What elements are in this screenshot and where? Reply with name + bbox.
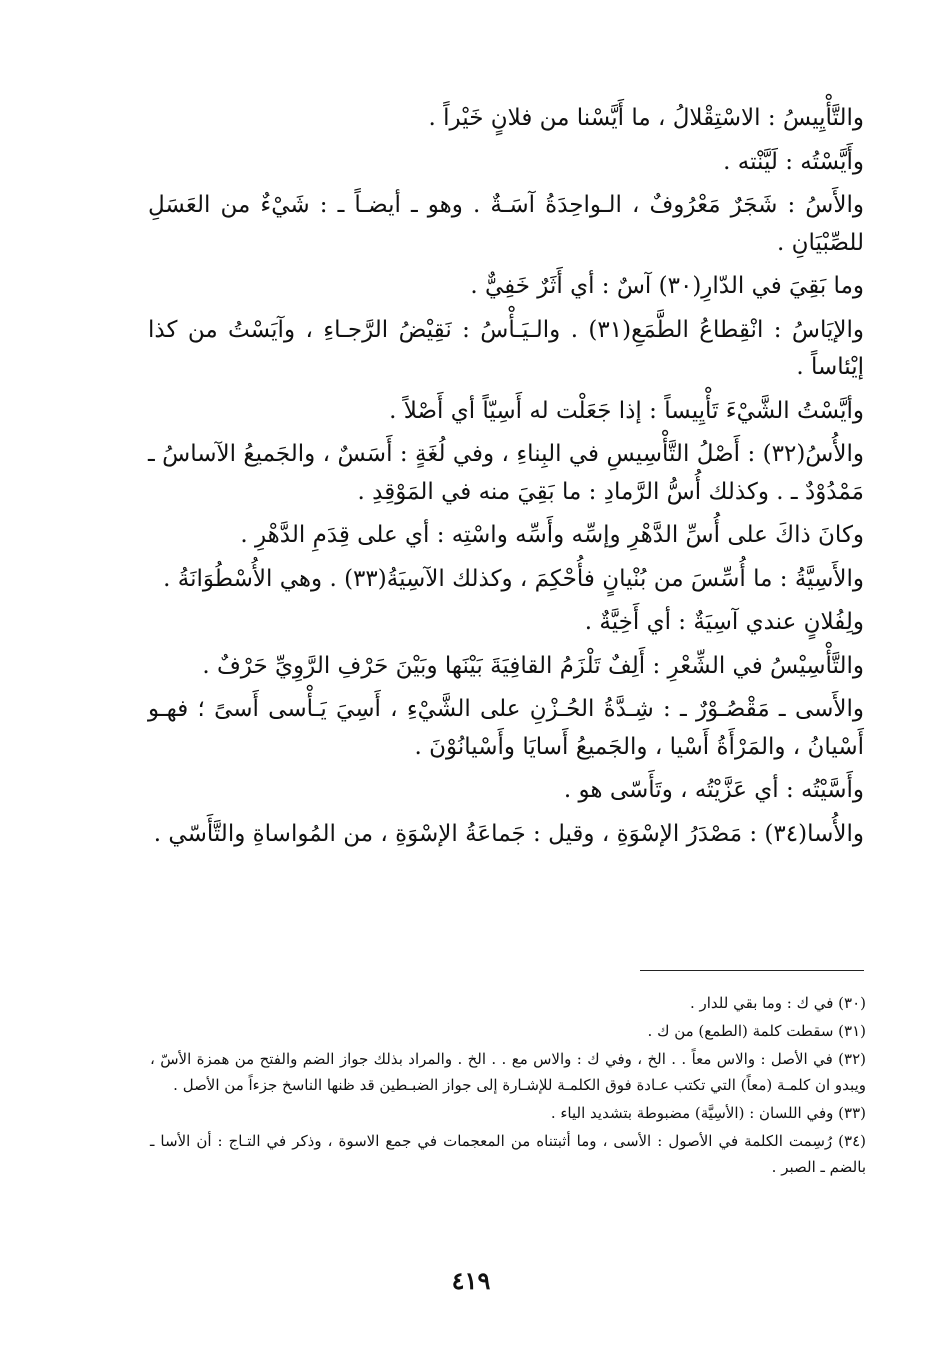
footnote-31: (٣١) سقطت كلمة (الطمع) من ك . — [647, 1022, 866, 1040]
entry-ayyastuhu: وأَيَّسْتُه : لَيَّنْته . — [723, 148, 864, 175]
entry-tayis: والتَّأْيِيسُ : الاسْتِقْلالُ ، ما أَيَّسْنا من فلانٍ خَيْراً . — [428, 105, 864, 131]
entry-al-iyas: والإيَاسُ : انْقِطاعُ الطَّمَعِ(٣١) . والـيَـأْسُ : نَقِيْضُ الرَّجـاءِ ، وآيَسْتُ من كذا إيْئاساً . — [148, 316, 864, 380]
footnote-32: (٣٢) في الأصل : والاس معاً . . الخ ، وفي ك : والاس مع . . الخ . والمراد بذلك جواز الضم والفتح من همزة الأسّ ، ويبدو ان كلمـة (معاً) التي تكتب عـادة فوق الكلمـة للإشـارة إلى جواز الضبـطين قد ظنها الناسخ جزءاً من الأصل . — [150, 1050, 866, 1094]
footnote-34: (٣٤) رُسِمت الكلمة في الأصول : الأسى ، وما أثبتناه من المعجمات في جمع الاسوة ، وذكر في التـاج : أن الأسا ـ بالضم ـ الصبر . — [150, 1132, 866, 1176]
entry-li-fulan: ولِفُلانٍ عندي آسِيَةٌ : أي أَخِيَّةٌ . — [584, 609, 864, 635]
entry-ayyastu-al-shay: وأيَّسْتُ الشَّيْءَ تَأْيِيساً : إذا جَعَلْت له أَسِيّاً أي أَصْلاً . — [389, 397, 864, 424]
entry-al-tasis-fi-al-shir: والتَّأْسِيْسُ في الشِّعْرِ : أَلِفٌ تَلْزَمُ القافِيَةَ بَيْنَها وبَيْنَ حَرْفِ الرَّوِيِّ حَرْفٌ . — [202, 652, 864, 679]
entry-al-asiyya: والأَسِيَّةُ : ما أُسِّسَ من بُنْيانٍ فأُحْكِمَ ، وكذلك الآسِيَةُ(٣٣) . وهي الأُسْطُوَانَةُ . — [163, 565, 864, 592]
entry-al-as: والأَسُ : شَجَرٌ مَعْرُوفٌ ، الـواحِدَةُ آسَـةٌ . وهو ـ أيضـاً ـ : شَيْءٌ من العَسَلِ للصِّبْيَانِ . — [148, 192, 864, 256]
page-number: ٤١٩ — [451, 1266, 491, 1295]
entry-al-asa-maqsur: والأَسى ـ مَقْصُـوْرٌ ـ : شِـدَّةُ الحُـزْنِ على الشَّيْءِ ، أَسِيَ يَـأْسى أَسىً ؛ فهـو أَسْيانُ ، والمَرْأَةُ أَسْيا ، والجَميعُ أَسايَا وأَسْيانُوْنَ . — [148, 696, 864, 760]
footnote-separator — [640, 970, 864, 971]
footnotes — [150, 990, 866, 1182]
entry-assaytuhu: وأَسَّيْتُه : أي عَزَّيْتُه ، وتَأَسّى هو . — [563, 777, 864, 803]
main-text — [148, 100, 864, 859]
footnote-30: (٣٠) في ك : وما بقي للدار . — [689, 994, 866, 1012]
entry-kana-dhaka: وكانَ ذاكَ على أُسِّ الدَّهْرِ وإسِّه وأَسِّه واسْتِه : أي على قِدَمِ الدَّهْرِ . — [240, 522, 864, 548]
entry-al-uss: والأُسُ(٣٢) : أَصْلُ التَّأْسِيسِ في البِناءِ ، وفي لُغَةٍ : أَسَسٌ ، والجَميعُ الآساسُ ـ مَمْدُوْدٌ ـ . وكذلك أُسُّ الرَّمادِ : ما بَقِيَ منه في المَوْقِدِ . — [148, 441, 864, 505]
entry-ma-baqiya: وما بَقِيَ في الدّارِ(٣٠) آسٌ : أي أَثَرٌ خَفِيٌّ . — [470, 273, 864, 299]
footnote-33: (٣٣) وفي اللسان : (الأسِيَّة) مضبوطة بتشديد الياء . — [550, 1104, 866, 1122]
entry-al-usa: والأُسا(٣٤) : مَصْدَرُ الإسْوَةِ ، وقيل : جَماعَةُ الإسْوَةِ ، من المُواساةِ والتَّأَسّي . — [153, 820, 864, 847]
